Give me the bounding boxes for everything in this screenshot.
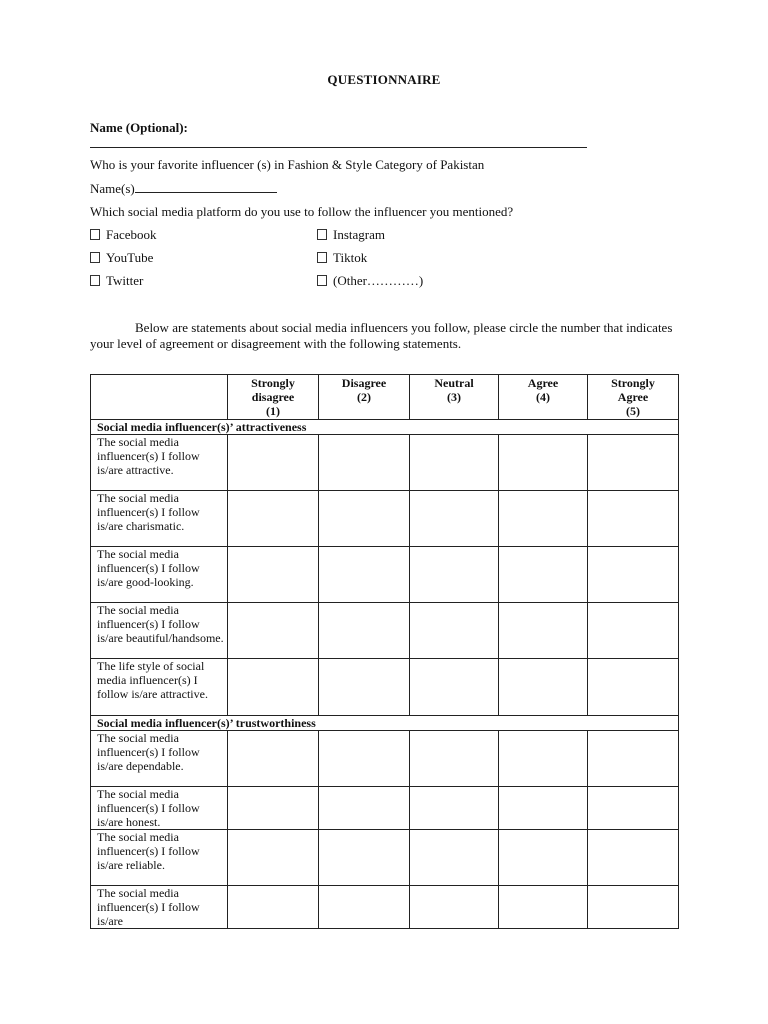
option-facebook[interactable] <box>90 227 157 243</box>
rating-cell-5[interactable] <box>588 547 679 603</box>
rating-cell-5[interactable] <box>588 435 679 491</box>
option-label: (Other…………) <box>333 273 424 288</box>
rating-cell-1[interactable] <box>228 830 319 886</box>
table-row <box>91 603 679 659</box>
rating-cell-5[interactable] <box>588 603 679 659</box>
header-strongly-disagree <box>228 375 319 420</box>
table-row <box>91 830 679 886</box>
table-row <box>91 547 679 603</box>
rating-cell-5[interactable] <box>588 491 679 547</box>
table-row <box>91 731 679 787</box>
rating-cell-3[interactable] <box>410 886 499 929</box>
names-label: Name(s) <box>90 181 135 196</box>
option-label: Twitter <box>106 273 144 288</box>
statement-cell: The life style of social media influencer(s) I follow is/are attractive. <box>91 659 228 716</box>
likert-table <box>90 374 679 929</box>
option-label: Facebook <box>106 227 157 242</box>
option-label: Tiktok <box>333 250 368 265</box>
statement-cell: The social media influencer(s) I follow is/are attractive. <box>91 435 228 491</box>
header-number: (1) <box>266 404 280 418</box>
rating-cell-4[interactable] <box>499 435 588 491</box>
rating-cell-3[interactable] <box>410 787 499 830</box>
rating-cell-5[interactable] <box>588 731 679 787</box>
option-youtube[interactable] <box>90 250 153 266</box>
header-text: Neutral <box>434 376 474 390</box>
checkbox-icon[interactable] <box>317 229 327 240</box>
header-strongly-agree <box>588 375 679 420</box>
rating-cell-1[interactable] <box>228 731 319 787</box>
rating-cell-1[interactable] <box>228 886 319 929</box>
rating-cell-4[interactable] <box>499 787 588 830</box>
rating-cell-1[interactable] <box>228 787 319 830</box>
option-label: Instagram <box>333 227 385 242</box>
rating-cell-5[interactable] <box>588 659 679 716</box>
section-title: Social media influencer(s)’ attractiveness <box>91 420 679 435</box>
rating-cell-1[interactable] <box>228 491 319 547</box>
header-text: disagree <box>251 390 295 404</box>
checkbox-icon[interactable] <box>90 252 100 263</box>
rating-cell-5[interactable] <box>588 830 679 886</box>
rating-cell-3[interactable] <box>410 603 499 659</box>
statement-cell: The social media influencer(s) I follow is/are <box>91 886 228 929</box>
header-text: Agree <box>527 376 559 390</box>
rating-cell-4[interactable] <box>499 731 588 787</box>
table-row <box>91 787 679 830</box>
rating-cell-3[interactable] <box>410 547 499 603</box>
rating-cell-2[interactable] <box>319 603 410 659</box>
header-neutral <box>410 375 499 420</box>
rating-cell-3[interactable] <box>410 731 499 787</box>
rating-cell-3[interactable] <box>410 435 499 491</box>
rating-cell-5[interactable] <box>588 886 679 929</box>
header-text: Strongly <box>611 376 655 390</box>
statement-cell: The social media influencer(s) I follow is/are beautiful/handsome. <box>91 603 228 659</box>
header-agree <box>499 375 588 420</box>
rating-cell-2[interactable] <box>319 731 410 787</box>
table-row <box>91 886 679 929</box>
rating-cell-2[interactable] <box>319 435 410 491</box>
rating-cell-4[interactable] <box>499 659 588 716</box>
name-label: Name (Optional): <box>90 120 188 135</box>
rating-cell-2[interactable] <box>319 886 410 929</box>
statement-cell: The social media influencer(s) I follow is/are honest. <box>91 787 228 830</box>
rating-cell-5[interactable] <box>588 787 679 830</box>
section-title: Social media influencer(s)’ trustworthiness <box>91 716 679 731</box>
header-number: (5) <box>626 404 640 418</box>
statement-cell: The social media influencer(s) I follow is/are dependable. <box>91 731 228 787</box>
option-other[interactable] <box>317 273 423 289</box>
rating-cell-2[interactable] <box>319 830 410 886</box>
checkbox-icon[interactable] <box>90 229 100 240</box>
rating-cell-3[interactable] <box>410 830 499 886</box>
table-row <box>91 435 679 491</box>
rating-cell-4[interactable] <box>499 547 588 603</box>
header-number: (4) <box>536 390 550 404</box>
rating-cell-1[interactable] <box>228 603 319 659</box>
header-text: Agree <box>617 390 649 404</box>
section-row-attractiveness <box>91 420 679 435</box>
rating-cell-1[interactable] <box>228 659 319 716</box>
header-disagree <box>319 375 410 420</box>
header-blank <box>91 375 228 420</box>
option-twitter[interactable] <box>90 273 143 289</box>
rating-cell-3[interactable] <box>410 659 499 716</box>
rating-cell-1[interactable] <box>228 547 319 603</box>
header-number: (2) <box>357 390 371 404</box>
rating-cell-4[interactable] <box>499 830 588 886</box>
names-field <box>90 181 277 197</box>
table-row <box>91 659 679 716</box>
rating-cell-3[interactable] <box>410 491 499 547</box>
names-answer-line[interactable] <box>135 181 277 193</box>
option-instagram[interactable] <box>317 227 385 243</box>
rating-cell-4[interactable] <box>499 491 588 547</box>
name-answer-line[interactable] <box>90 147 587 148</box>
header-number: (3) <box>447 390 461 404</box>
rating-cell-2[interactable] <box>319 547 410 603</box>
statement-cell: The social media influencer(s) I follow is/are good-looking. <box>91 547 228 603</box>
instructions-paragraph: Below are statements about social media influencers you follow, please circle the number that indicates your level of agreement or disagreement with the following statements. <box>90 320 673 351</box>
rating-cell-2[interactable] <box>319 787 410 830</box>
header-row <box>91 375 679 420</box>
page-title: QUESTIONNAIRE <box>327 72 441 87</box>
option-tiktok[interactable] <box>317 250 367 266</box>
header-text: Strongly <box>251 376 295 390</box>
checkbox-icon[interactable] <box>317 275 327 286</box>
rating-cell-4[interactable] <box>499 886 588 929</box>
checkbox-icon[interactable] <box>317 252 327 263</box>
rating-cell-2[interactable] <box>319 659 410 716</box>
statement-cell: The social media influencer(s) I follow is/are charismatic. <box>91 491 228 547</box>
option-label: YouTube <box>106 250 154 265</box>
rating-cell-2[interactable] <box>319 491 410 547</box>
rating-cell-1[interactable] <box>228 435 319 491</box>
header-text: Disagree <box>341 376 387 390</box>
checkbox-icon[interactable] <box>90 275 100 286</box>
section-row-trustworthiness <box>91 716 679 731</box>
table-row <box>91 491 679 547</box>
statement-cell: The social media influencer(s) I follow is/are reliable. <box>91 830 228 886</box>
rating-cell-4[interactable] <box>499 603 588 659</box>
question-platform: Which social media platform do you use to follow the influencer you mentioned? <box>90 204 514 219</box>
question-favorite-influencer: Who is your favorite influencer (s) in Fashion & Style Category of Pakistan <box>90 157 485 172</box>
